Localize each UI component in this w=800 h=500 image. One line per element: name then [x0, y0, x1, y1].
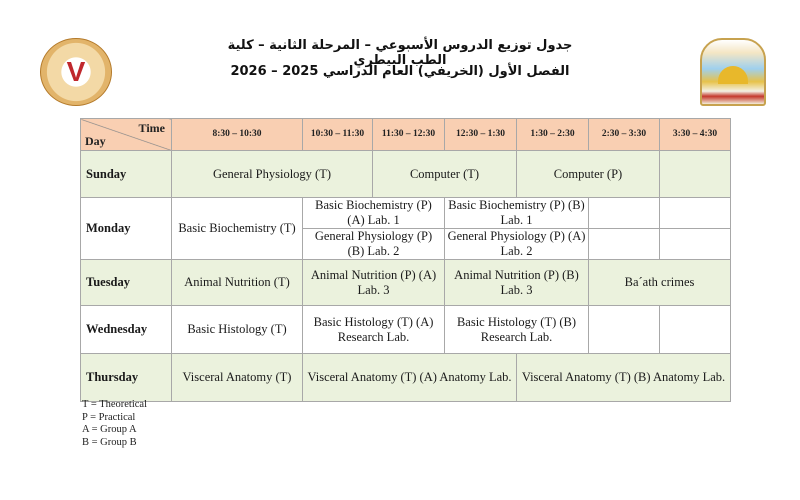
class-cell: Computer (T)	[373, 151, 517, 198]
day-cell: Sunday	[81, 151, 172, 198]
legend-item: P = Practical	[82, 411, 136, 423]
day-label: Day	[85, 134, 106, 148]
day-cell: Thursday	[81, 354, 172, 402]
row-monday	[81, 198, 731, 229]
empty-cell	[660, 151, 731, 198]
v-emblem-icon: V	[66, 56, 86, 87]
dome-emblem-icon	[718, 66, 748, 84]
class-cell: Ba´ath crimes	[589, 260, 731, 306]
day-cell: Wednesday	[81, 306, 172, 354]
row-wednesday	[81, 306, 731, 354]
empty-cell	[589, 306, 660, 354]
class-cell: Basic Histology (T) (B) Research Lab.	[445, 306, 589, 354]
day-cell: Tuesday	[81, 260, 172, 306]
time-slot-header: 2:30 – 3:30	[589, 119, 660, 151]
class-cell: Basic Biochemistry (T)	[172, 198, 303, 260]
legend	[82, 399, 147, 449]
class-cell: General Physiology (P) (B) Lab. 2	[303, 229, 445, 260]
class-cell: Computer (P)	[517, 151, 660, 198]
day-cell: Monday	[81, 198, 172, 260]
time-slot-header: 12:30 – 1:30	[445, 119, 517, 151]
empty-cell	[589, 229, 660, 260]
empty-cell	[660, 229, 731, 260]
time-slot-header: 11:30 – 12:30	[373, 119, 445, 151]
row-thursday	[81, 354, 731, 402]
class-cell: General Physiology (T)	[172, 151, 373, 198]
class-cell: General Physiology (P) (A) Lab. 2	[445, 229, 589, 260]
time-slot-header: 8:30 – 10:30	[172, 119, 303, 151]
legend-item: A = Group A	[82, 424, 137, 435]
class-cell: Animal Nutrition (P) (A) Lab. 3	[303, 260, 445, 306]
time-label: Time	[138, 121, 165, 135]
empty-cell	[589, 198, 660, 229]
class-cell: Animal Nutrition (P) (B) Lab. 3	[445, 260, 589, 306]
schedule-title: جدول توزيع الدروس الأسبوعي – المرحلة الثانية – كلية الطب البيطري	[227, 38, 573, 68]
class-cell: Basic Biochemistry (P) (B) Lab. 1	[445, 198, 589, 229]
row-sunday	[81, 151, 731, 198]
empty-cell	[660, 198, 731, 229]
row-tuesday	[81, 260, 731, 306]
time-slot-header: 3:30 – 4:30	[660, 119, 731, 151]
semester-subtitle: الفصل الأول (الخريفي) العام الدراسي 2025 – 2026	[230, 64, 570, 79]
faculty-logo-icon	[40, 38, 112, 106]
legend-item: T = Theoretical	[82, 399, 148, 410]
time-slot-header: 1:30 – 2:30	[517, 119, 589, 151]
header-row	[81, 119, 731, 151]
class-cell: Basic Biochemistry (P) (A) Lab. 1	[303, 198, 445, 229]
legend-item: B = Group B	[82, 436, 137, 448]
time-slot-header: 10:30 – 11:30	[303, 119, 373, 151]
corner-cell	[81, 119, 172, 151]
class-cell: Visceral Anatomy (T)	[172, 354, 303, 402]
class-cell: Basic Histology (T) (A) Research Lab.	[303, 306, 445, 354]
class-cell: Basic Histology (T)	[172, 306, 303, 354]
weekly-schedule-table	[80, 118, 731, 402]
empty-cell	[660, 306, 731, 354]
class-cell: Visceral Anatomy (T) (A) Anatomy Lab.	[303, 354, 517, 402]
class-cell: Visceral Anatomy (T) (B) Anatomy Lab.	[517, 354, 731, 402]
university-logo-icon	[700, 38, 766, 106]
class-cell: Animal Nutrition (T)	[172, 260, 303, 306]
